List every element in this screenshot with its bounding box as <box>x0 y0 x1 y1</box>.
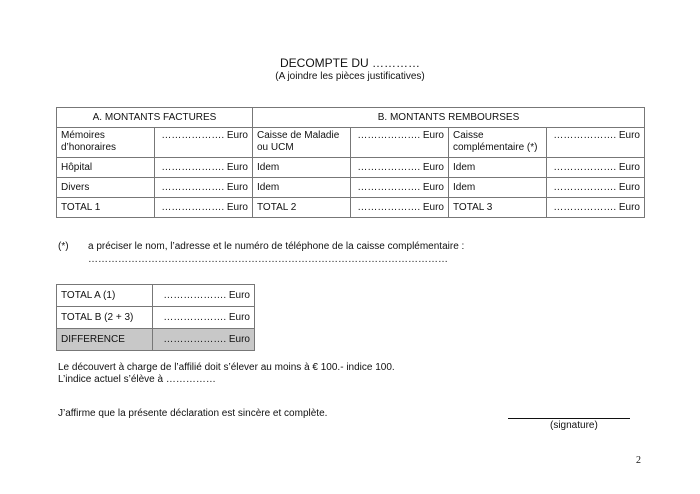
cell-label-idem: Idem <box>449 158 547 178</box>
amount-field[interactable]: ………………. Euro <box>153 307 255 329</box>
table-row <box>57 158 645 178</box>
amount-field[interactable]: ………………. Euro <box>155 158 253 178</box>
difference-label: DIFFERENCE <box>57 329 153 351</box>
amount-field[interactable]: ………………. Euro <box>155 178 253 198</box>
table-row <box>57 198 645 218</box>
cell-label-total-3: TOTAL 3 <box>449 198 547 218</box>
amount-field[interactable]: ………………. Euro <box>351 128 449 158</box>
cell-label-hopital: Hôpital <box>57 158 155 178</box>
section-a-header: A. MONTANTS FACTURES <box>57 108 253 128</box>
cell-label-divers: Divers <box>57 178 155 198</box>
total-b-label: TOTAL B (2 + 3) <box>57 307 153 329</box>
note-line-2: L’indice actuel s’élève à …………… <box>58 374 216 385</box>
amount-field[interactable]: ………………. Euro <box>351 158 449 178</box>
section-b-header: B. MONTANTS REMBOURSES <box>253 108 645 128</box>
cell-label-caisse-complementaire: Caisse complémentaire (*) <box>449 128 547 158</box>
signature-label: (signature) <box>550 420 598 431</box>
cell-label-memoires: Mémoires d’honoraires <box>57 128 155 158</box>
table-header-row <box>57 108 645 128</box>
amount-field[interactable]: ………………. Euro <box>547 178 645 198</box>
amount-field[interactable]: ………………. Euro <box>351 178 449 198</box>
page-title: DECOMPTE DU ………… <box>279 56 420 70</box>
cell-label-total-1: TOTAL 1 <box>57 198 155 218</box>
declaration-text: J’affirme que la présente déclaration est sincère et complète. <box>58 408 328 419</box>
amount-field[interactable]: ………………. Euro <box>547 128 645 158</box>
amount-field[interactable]: ………………. Euro <box>547 198 645 218</box>
cell-label-idem: Idem <box>253 178 351 198</box>
footnote-marker: (*) <box>58 241 69 252</box>
table-row <box>57 307 255 329</box>
table-row <box>57 128 645 158</box>
page-subtitle: (A joindre les pièces justificatives) <box>275 71 425 82</box>
table-row <box>57 178 645 198</box>
amount-field[interactable]: ………………. Euro <box>155 128 253 158</box>
note-line-1: Le découvert à charge de l’affilié doit s’élever au moins à € 100.- indice 100. <box>58 362 395 373</box>
cell-label-idem: Idem <box>449 178 547 198</box>
page-number: 2 <box>636 455 641 466</box>
cell-label-total-2: TOTAL 2 <box>253 198 351 218</box>
amount-field[interactable]: ………………. Euro <box>155 198 253 218</box>
amount-field[interactable]: ………………. Euro <box>547 158 645 178</box>
amount-field[interactable]: ………………. Euro <box>351 198 449 218</box>
difference-row <box>57 329 255 351</box>
footnote-text: a préciser le nom, l’adresse et le numéro de téléphone de la caisse complémentaire : <box>88 241 465 252</box>
totals-table <box>56 284 255 351</box>
total-a-label: TOTAL A (1) <box>57 285 153 307</box>
cell-label-idem: Idem <box>253 158 351 178</box>
footnote <box>58 240 464 266</box>
cell-label-caisse-maladie: Caisse de Maladie ou UCM <box>253 128 351 158</box>
amounts-table <box>56 107 645 218</box>
amount-field[interactable]: ………………. Euro <box>153 285 255 307</box>
table-row <box>57 285 255 307</box>
signature-line[interactable] <box>508 418 630 419</box>
footnote-fill-line[interactable]: ……………………………………………………………………………………………… <box>88 254 448 265</box>
amount-field[interactable]: ………………. Euro <box>153 329 255 351</box>
